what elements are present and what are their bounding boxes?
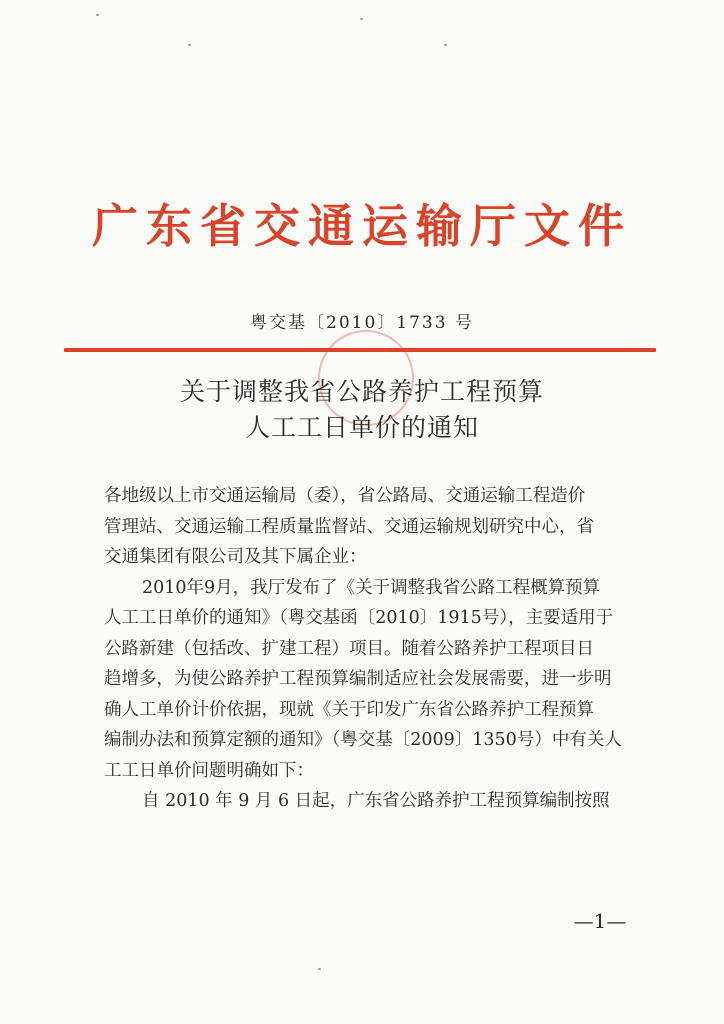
page-number: —1— (573, 909, 627, 933)
subject-line-2: 人工工日单价的通知 (244, 413, 479, 442)
scan-speck (360, 18, 363, 20)
body-line: 2010年9月，我厅发布了《关于调整我省公路工程概算预算 (142, 577, 601, 598)
body-line: 自 2010 年 9 月 6 日起，广东省公路养护工程预算编制按照 (142, 791, 610, 811)
body-line: 各地级以上市交通运输局（委），省公路局、交通运输工程造价 (104, 486, 586, 506)
body-text (104, 481, 644, 817)
document-header-title: 广东省交通运输厅文件 (92, 199, 632, 253)
scan-speck (444, 44, 447, 46)
document-number: 粤交基〔2010〕1733 号 (250, 313, 474, 333)
body-line: 管理站、交通运输工程质量监督站、交通运输规划研究中心，省 (104, 516, 594, 537)
body-line: 工工日单价问题明确如下： (104, 760, 314, 781)
body-line: 交通集团有限公司及其下属企业： (104, 547, 367, 567)
subject-line-1: 关于调整我省公路养护工程预算 (179, 377, 544, 406)
header-divider (64, 348, 656, 352)
scan-speck (188, 44, 191, 46)
document-subject (0, 374, 724, 446)
scan-speck (96, 14, 99, 16)
body-line: 确人工单价计价依据，现就《关于印发广东省公路养护工程预算 (104, 699, 594, 720)
body-line: 趋增多，为使公路养护工程预算编制适应社会发展需要，进一步明 (104, 669, 612, 689)
body-line: 编制办法和预算定额的通知》（粤交基〔2009〕1350号）中有关人 (104, 730, 622, 750)
body-line: 人工工日单价的通知》（粤交基函〔2010〕1915号），主要适用于 (104, 608, 614, 628)
body-line: 公路新建（包括改、扩建工程）项目。随着公路养护工程项目日 (104, 638, 594, 659)
scan-speck (318, 968, 321, 970)
